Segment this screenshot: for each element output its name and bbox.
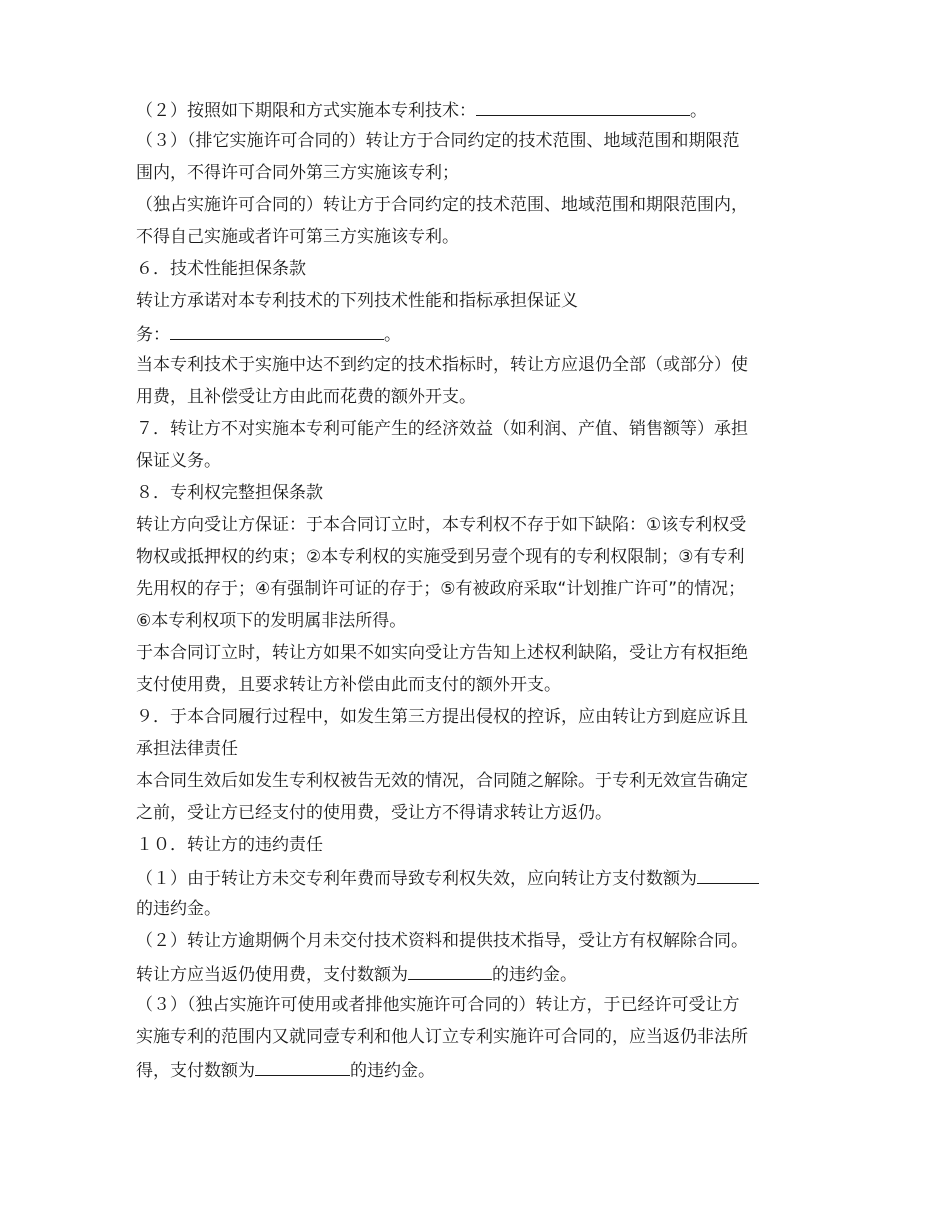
text-line: （１）由于转让方未交专利年费而导致专利权失效，应向转让方支付数额为 — [136, 861, 836, 893]
text-line: 转让方承诺对本专利技术的下列技术性能和指标承担保证义 — [136, 291, 578, 311]
text-line: （２）转让方逾期俩个月未交付技术资料和提供技术指导，受让方有权解除合同。 — [136, 931, 748, 951]
text-line: 承担法律责任 — [136, 739, 238, 759]
fill-in-blank[interactable] — [408, 957, 492, 980]
text-line: 转让方向受让方保证：于本合同订立时，本专利权不存于如下缺陷：①该专利权受 — [136, 515, 747, 535]
text-line: （３）（排它实施许可合同的）转让方于合同约定的技术范围、地域范围和期限范 — [136, 131, 740, 151]
text-line: （２）按照如下期限和方式实施本专利技术： 。 — [136, 93, 836, 125]
text-line: 围内，不得许可合同外第三方实施该专利； — [136, 163, 459, 183]
text-line: 保证义务。 — [136, 451, 221, 471]
text-line: 于本合同订立时，转让方如果不如实向受让方告知上述权利缺陷，受让方有权拒绝 — [136, 643, 748, 663]
section-heading: ６．技术性能担保条款 — [136, 259, 306, 279]
text-line: 当本专利技术于实施中达不到约定的技术指标时，转让方应退仍全部（或部分）使 — [136, 355, 748, 375]
text-line: （独占实施许可合同的）转让方于合同约定的技术范围、地域范围和期限范围内， — [136, 195, 748, 215]
text-line: 用费，且补偿受让方由此而花费的额外开支。 — [136, 387, 476, 407]
fill-in-blank[interactable] — [170, 317, 384, 340]
text-line: （３）（独占实施许可使用或者排他实施许可合同的）转让方，于已经许可受让方 — [136, 995, 740, 1015]
text-line: 转让方应当返仍使用费，支付数额为 的违约金。 — [136, 957, 836, 989]
text-line: 物权或抵押权的约束；②本专利权的实施受到另壹个现有的专利权限制；③有专利 — [136, 547, 745, 567]
section-heading: ８．专利权完整担保条款 — [136, 483, 323, 503]
text-line: 不得自己实施或者许可第三方实施该专利。 — [136, 227, 459, 247]
fill-in-blank[interactable] — [476, 93, 690, 116]
fill-in-blank[interactable] — [255, 1053, 350, 1076]
text-line: ７．转让方不对实施本专利可能产生的经济效益（如利润、产值、销售额等）承担 — [136, 419, 748, 439]
text-line: 本合同生效后如发生专利权被告无效的情况，合同随之解除。于专利无效宣告确定 — [136, 771, 748, 791]
text-line: 先用权的存于；④有强制许可证的存于；⑤有被政府采取“计划推广许可”的情况； — [136, 579, 746, 599]
text-line: ９．于本合同履行过程中，如发生第三方提出侵权的控诉，应由转让方到庭应诉且 — [136, 707, 748, 727]
text-line: 得，支付数额为 的违约金。 — [136, 1053, 836, 1085]
text-line: 之前，受让方已经支付的使用费，受让方不得请求转让方返仍。 — [136, 803, 612, 823]
document-body — [136, 93, 836, 1085]
text-line: 实施专利的范围内又就同壹专利和他人订立专利实施许可合同的，应当返仍非法所 — [136, 1027, 748, 1047]
text-line: 的违约金。 — [136, 899, 221, 919]
text-line: 支付使用费，且要求转让方补偿由此而支付的额外开支。 — [136, 675, 561, 695]
section-heading: １０．转让方的违约责任 — [136, 835, 323, 855]
text-line: 务： 。 — [136, 317, 836, 349]
fill-in-blank[interactable] — [697, 861, 759, 884]
text-line: ⑥本专利权项下的发明属非法所得。 — [136, 611, 407, 631]
